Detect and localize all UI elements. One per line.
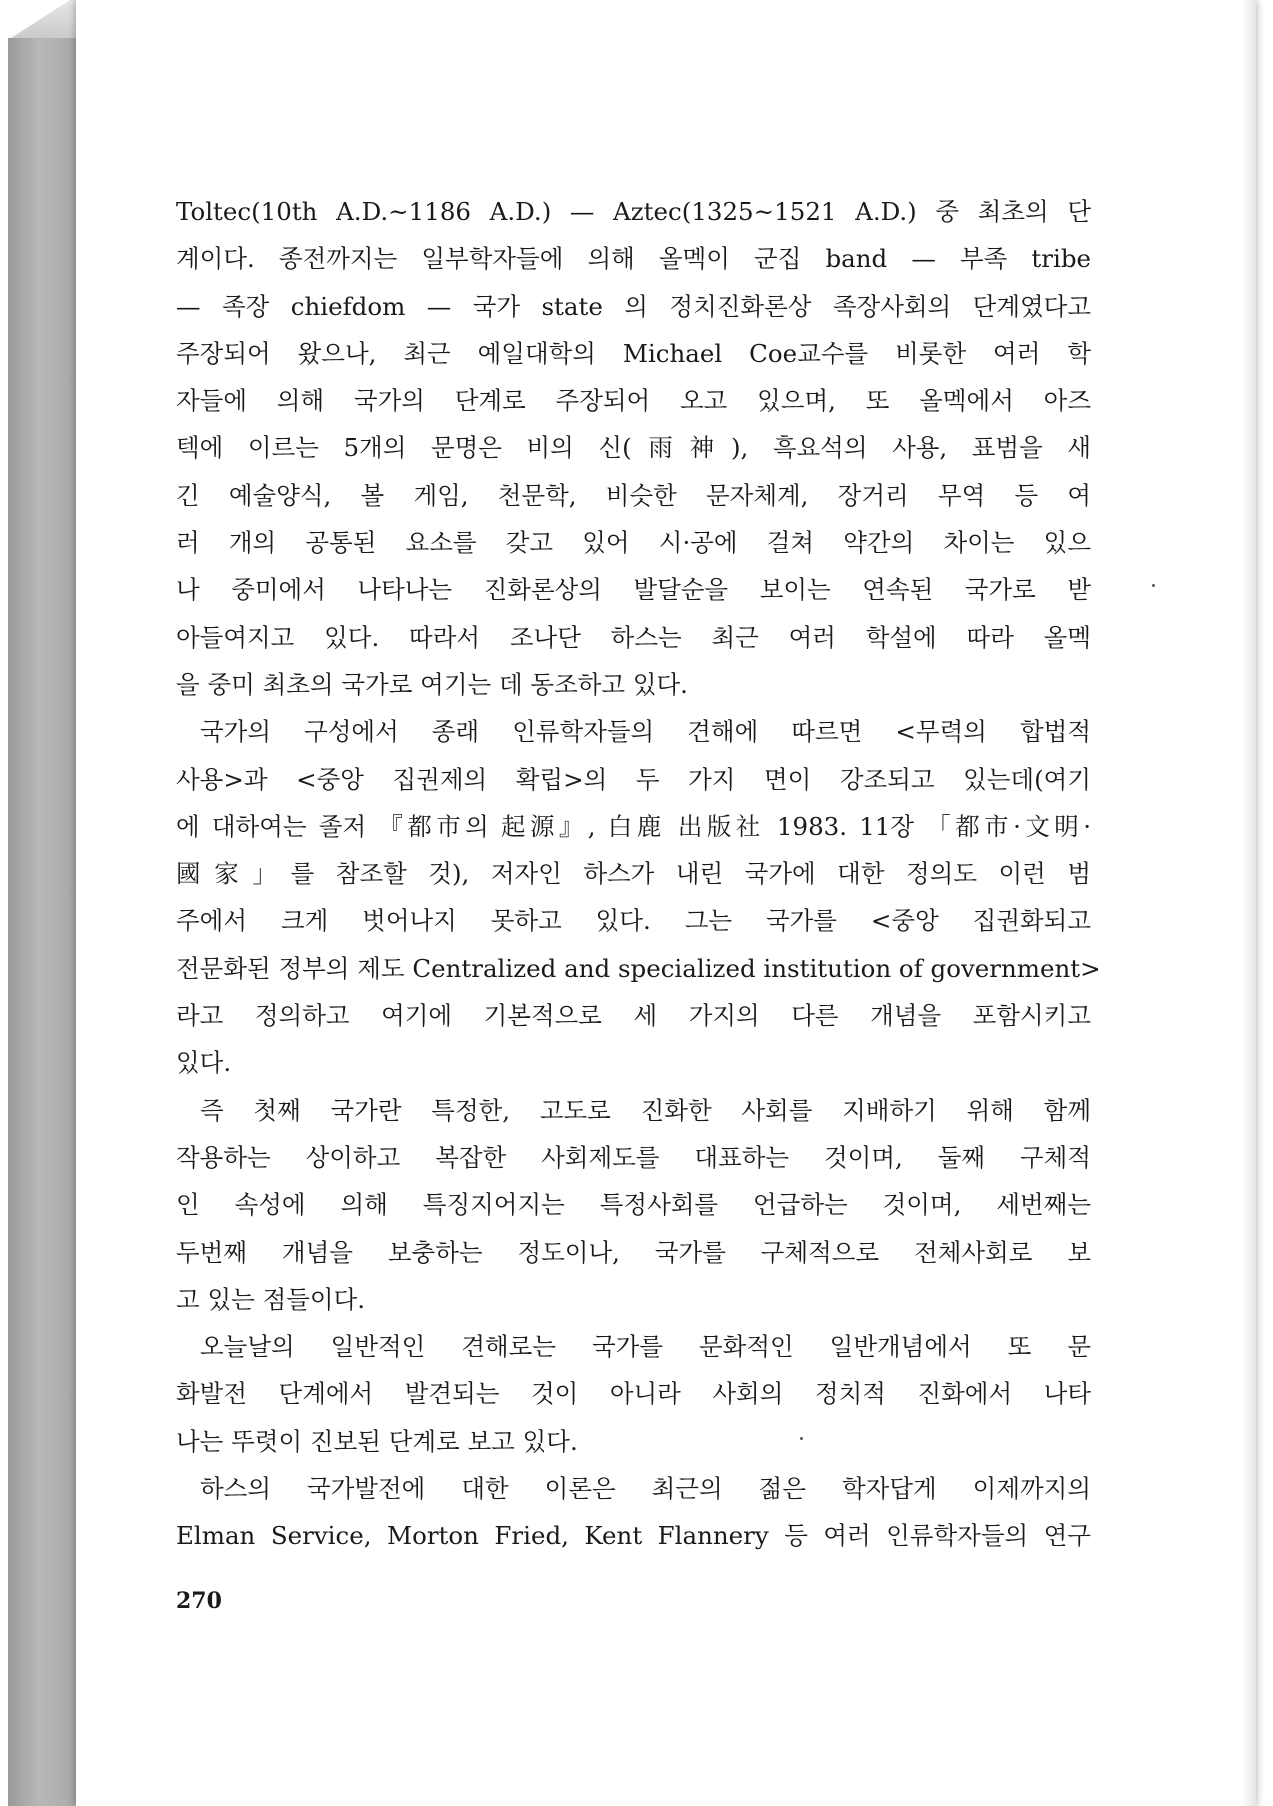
text-line: 러 개의 공통된 요소를 갖고 있어 시·공에 걸쳐 약간의 차이는 있으 — [176, 528, 1091, 558]
text-line: 나는 뚜렷이 진보된 단계로 보고 있다. — [176, 1426, 578, 1456]
text-line: 자들에 의해 국가의 단계로 주장되어 오고 있으며, 또 올멕에서 아즈 — [176, 386, 1091, 416]
text-line: 긴 예술양식, 볼 게임, 천문학, 비슷한 문자체계, 장거리 무역 등 여 — [176, 480, 1091, 510]
text-line: — 족장 chiefdom — 국가 state 의 정치진화론상 족장사회의 단계였다고 — [176, 291, 1091, 321]
text-line: 즉 첫째 국가란 특정한, 고도로 진화한 사회를 지배하기 위해 함께 — [200, 1095, 1091, 1125]
text-line: 오늘날의 일반적인 견해로는 국가를 문화적인 일반개념에서 또 문 — [200, 1332, 1091, 1362]
text-line: 사용>과 <중앙 집권제의 확립>의 두 가지 면이 강조되고 있는데(여기 — [176, 764, 1091, 794]
page-number: 270 — [176, 1588, 222, 1614]
text-line: 나 중미에서 나타나는 진화론상의 발달순을 보이는 연속된 국가로 받 — [176, 575, 1091, 605]
text-line: Elman Service, Morton Fried, Kent Flannery 등 여러 인류학자들의 연구 — [176, 1521, 1091, 1551]
text-line: 작용하는 상이하고 복잡한 사회제도를 대표하는 것이며, 둘째 구체적 — [176, 1142, 1091, 1172]
paragraph — [176, 1323, 1091, 1465]
text-line: 두번째 개념을 보충하는 정도이나, 국가를 구체적으로 전체사회로 보 — [176, 1237, 1091, 1267]
paragraph — [176, 188, 1091, 708]
text-line: 텍에 이르는 5개의 문명은 비의 신(雨神), 흑요석의 사용, 표범을 새 — [176, 433, 1091, 463]
page-edge-shadow — [1242, 0, 1256, 1806]
text-line: 국가의 구성에서 종래 인류학자들의 견해에 따르면 <무력의 합법적 — [200, 717, 1091, 747]
scan-speck — [800, 1437, 803, 1440]
paragraph — [176, 1087, 1091, 1323]
text-line: 라고 정의하고 여기에 기본적으로 세 가지의 다른 개념을 포함시키고 — [176, 1001, 1091, 1031]
text-line: 을 중미 최초의 국가로 여기는 데 동조하고 있다. — [176, 669, 688, 699]
text-line: 國家」를 참조할 것), 저자인 하스가 내린 국가에 대한 정의도 이런 범 — [176, 859, 1091, 889]
text-line: 계이다. 종전까지는 일부학자들에 의해 올멕이 군집 band — 부족 tribe — [176, 244, 1091, 274]
text-line: 주장되어 왔으나, 최근 예일대학의 Michael Coe교수를 비롯한 여러 학 — [176, 338, 1091, 368]
text-line: 전문화된 정부의 제도 Centralized and specialized institution of government> — [176, 953, 1101, 983]
text-line: 주에서 크게 벗어나지 못하고 있다. 그는 국가를 <중앙 집권화되고 — [176, 906, 1091, 936]
paragraph — [176, 1465, 1091, 1560]
scan-speck — [1152, 584, 1155, 587]
book-top-edge — [8, 0, 78, 40]
text-line: Toltec(10th A.D.~1186 A.D.) — Aztec(1325~1521 A.D.) 중 최초의 단 — [176, 197, 1091, 226]
text-line: 하스의 국가발전에 대한 이론은 최근의 젊은 학자답게 이제까지의 — [200, 1474, 1091, 1504]
text-line: 인 속성에 의해 특징지어지는 특정사회를 언급하는 것이며, 세번째는 — [176, 1190, 1091, 1220]
paragraph — [176, 708, 1101, 1086]
text-line: 에 대하여는 졸저 『都市의 起源』, 白鹿 出版社 1983. 11장 「都市·文明· — [176, 811, 1091, 841]
text-line: 아들여지고 있다. 따라서 조나단 하스는 최근 여러 학설에 따라 올멕 — [176, 622, 1091, 652]
body-text — [176, 188, 1101, 1560]
book-spine — [8, 38, 78, 1806]
text-line: 있다. — [176, 1048, 232, 1078]
text-line: 고 있는 점들이다. — [176, 1284, 366, 1314]
text-line: 화발전 단계에서 발견되는 것이 아니라 사회의 정치적 진화에서 나타 — [176, 1379, 1091, 1409]
